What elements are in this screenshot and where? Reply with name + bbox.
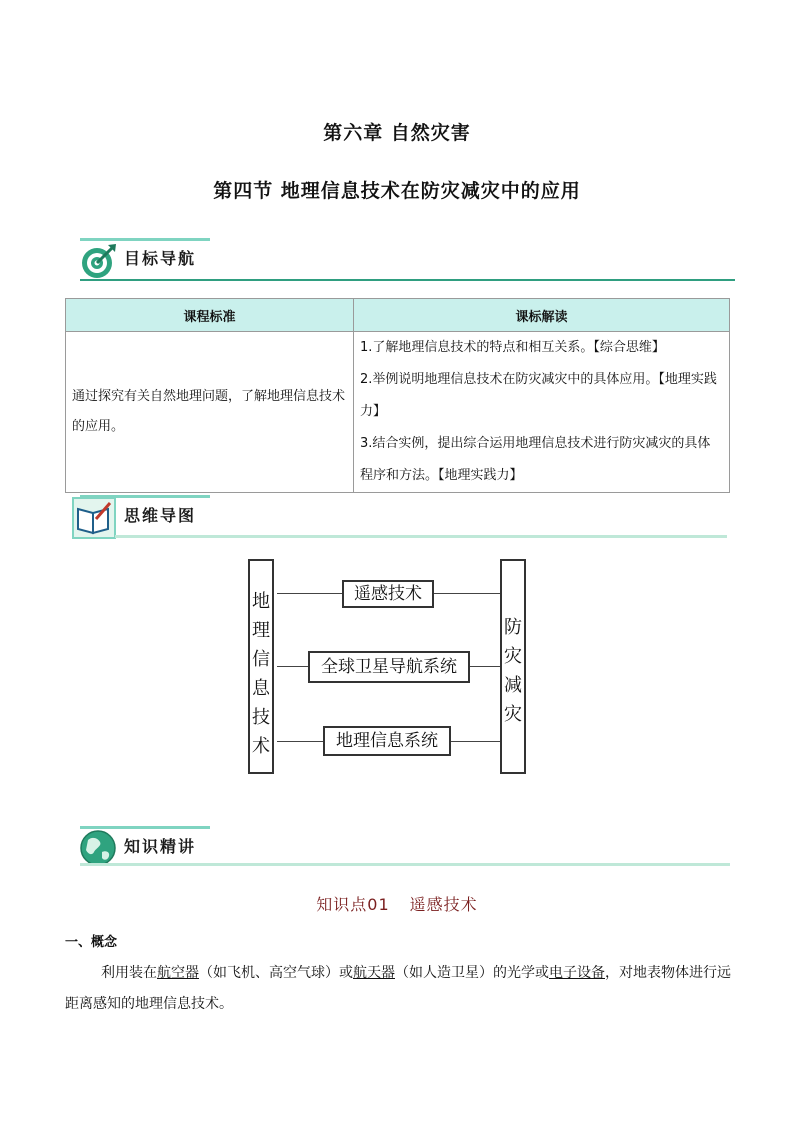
goals-banner [80,238,740,282]
mindmap-banner-label: 思维导图 [124,506,197,525]
paragraph-text: 利用装在 [101,965,157,981]
right-char: 减 [504,675,522,696]
left-char: 理 [252,620,270,641]
paragraph-text: （如人造卫星）的光学或 [395,965,549,981]
knowledge-point-title [0,892,794,915]
objective-item: 1.了解地理信息技术的特点和相互关系。【综合思维】 [360,340,665,355]
right-char: 防 [504,617,522,638]
left-char: 信 [252,649,270,670]
objectives-cell [354,332,730,493]
concept-subheading: 一、概念 [65,935,118,950]
mindmap-right-box [500,559,526,774]
standard-cell: 通过探究有关自然地理问题，了解地理信息技术的应用。 [66,332,354,493]
knowledge-point-number: 知识点01 [316,895,390,914]
term-spacecraft: 航天器 [353,965,395,981]
mindmap-left-box [248,559,274,774]
branch-gnss: 全球卫星导航系统 [308,651,470,683]
branch-remote-sensing: 遥感技术 [342,580,434,608]
mindmap-banner [80,495,740,539]
paragraph-text: （如飞机、高空气球）或 [199,965,353,981]
branch-gis: 地理信息系统 [323,726,451,756]
right-char: 灾 [504,704,522,725]
header-interpretation: 课标解读 [354,299,730,332]
globe-icon [78,828,118,868]
knowledge-banner-label: 知识精讲 [124,837,197,856]
mindmap-rule [115,535,727,538]
notebook-icon [72,497,116,539]
term-electronic-equipment: 电子设备 [549,965,605,981]
left-char: 术 [252,736,270,757]
goals-banner-label: 目标导航 [124,249,197,268]
right-char: 灾 [504,646,522,667]
term-aircraft: 航空器 [157,965,199,981]
knowledge-rule [80,863,730,866]
concept-paragraph [65,958,733,1020]
standards-table [65,298,730,493]
objective-item: 3.结合实例，提出综合运用地理信息技术进行防灾减灾的具体程序和方法。【地理实践力】 [360,436,711,483]
chapter-title: 第六章 自然灾害 [323,122,471,144]
knowledge-point-name: 遥感技术 [409,895,478,914]
left-char: 技 [252,707,270,728]
left-char: 息 [252,678,270,699]
paragraph-text: ，对地表物体进行远距离感知的地理信息技术。 [65,965,731,1012]
section-title: 第四节 地理信息技术在防灾减灾中的应用 [213,180,581,202]
header-standard: 课程标准 [66,299,354,332]
objective-item: 2.举例说明地理信息技术在防灾减灾中的具体应用。【地理实践力】 [360,372,717,419]
target-icon [80,242,118,280]
left-char: 地 [252,591,270,612]
goals-rule [80,279,735,281]
